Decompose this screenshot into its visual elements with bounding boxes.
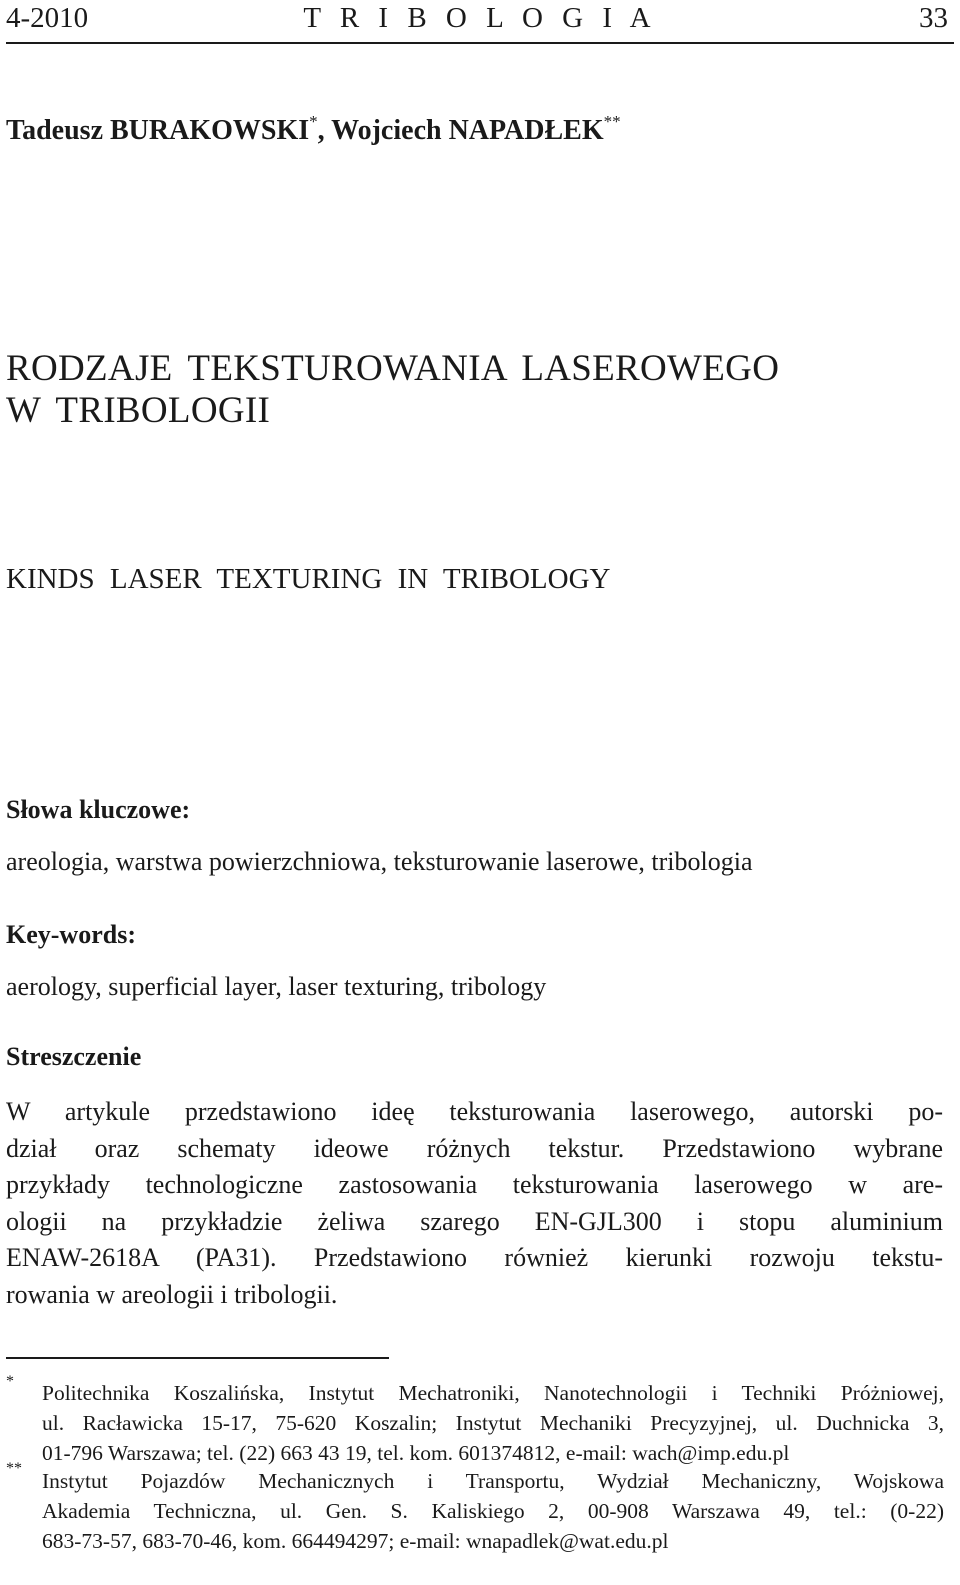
author-2-mark: ** xyxy=(603,112,621,131)
author-1-mark: * xyxy=(309,112,318,131)
abstract-line: przykłady technologiczne zastosowania teksturowania laserowego w are- xyxy=(6,1170,943,1199)
footnote-line: Politechnika Koszalińska, Instytut Mechatroniki, Nanotechnologii i Techniki Próżniowej, xyxy=(42,1381,944,1405)
footnote-line: Akademia Techniczna, ul. Gen. S. Kaliskiego 2, 00-908 Warszawa 49, tel.: (0-22) xyxy=(42,1499,944,1523)
title-english: KINDS LASER TEXTURING IN TRIBOLOGY xyxy=(6,563,611,595)
abstract-line: rowania w areologii i tribologii. xyxy=(6,1279,338,1309)
abstract-line: ENAW-2618A (PA31). Przedstawiono również kierunki rozwoju tekstu- xyxy=(6,1243,943,1272)
abstract-line: ologii na przykładzie żeliwa szarego EN-GJL300 i stopu aluminium xyxy=(6,1206,943,1236)
title-polish-line-1: RODZAJE TEKSTUROWANIA LASEROWEGO xyxy=(6,348,780,389)
header-rule xyxy=(6,42,954,44)
footnote-2-mark: ** xyxy=(6,1460,22,1477)
keywords-en-heading: Key-words: xyxy=(6,920,136,949)
title-polish-line-2: W TRIBOLOGII xyxy=(6,390,271,431)
footnote-line: 01-796 Warszawa; tel. (22) 663 43 19, tel. kom. 601374812, e-mail: wach@imp.edu.pl xyxy=(42,1441,790,1465)
abstract-line: W artykule przedstawiono ideę teksturowania laserowego, autorski po- xyxy=(6,1097,943,1126)
footnote-1-mark: * xyxy=(6,1373,14,1390)
keywords-pl-heading: Słowa kluczowe: xyxy=(6,795,191,824)
keywords-pl-text: areologia, warstwa powierzchniowa, teksturowanie laserowe, tribologia xyxy=(6,847,753,876)
running-header xyxy=(6,2,954,42)
page-number: 33 xyxy=(919,2,948,34)
authors-line xyxy=(6,112,621,147)
author-1: Tadeusz BURAKOWSKI xyxy=(6,115,310,146)
author-separator: , xyxy=(317,115,332,146)
footnote-line: 683-73-57, 683-70-46, kom. 664494297; e-mail: wnapadlek@wat.edu.pl xyxy=(42,1529,669,1553)
keywords-en-text: aerology, superficial layer, laser texturing, tribology xyxy=(6,972,547,1001)
footnote-line: ul. Racławicka 15-17, 75-620 Koszalin; Instytut Mechaniki Precyzyjnej, ul. Duchnicka 3, xyxy=(42,1411,944,1435)
footnote-line: Instytut Pojazdów Mechanicznych i Transportu, Wydział Mechaniczny, Wojskowa xyxy=(42,1469,944,1493)
footnote-1-text xyxy=(42,1378,944,1468)
abstract-line: dział oraz schematy ideowe różnych tekstur. Przedstawiono wybrane xyxy=(6,1133,943,1163)
author-2: Wojciech NAPADŁEK xyxy=(331,115,604,146)
title-polish xyxy=(6,348,779,432)
abstract-body xyxy=(6,1094,943,1313)
abstract-heading: Streszczenie xyxy=(6,1042,142,1071)
footnote-rule xyxy=(6,1357,389,1359)
footnote-2-text xyxy=(42,1466,944,1556)
journal-name: T R I B O L O G I A xyxy=(303,2,657,34)
issue-number: 4-2010 xyxy=(6,2,89,34)
